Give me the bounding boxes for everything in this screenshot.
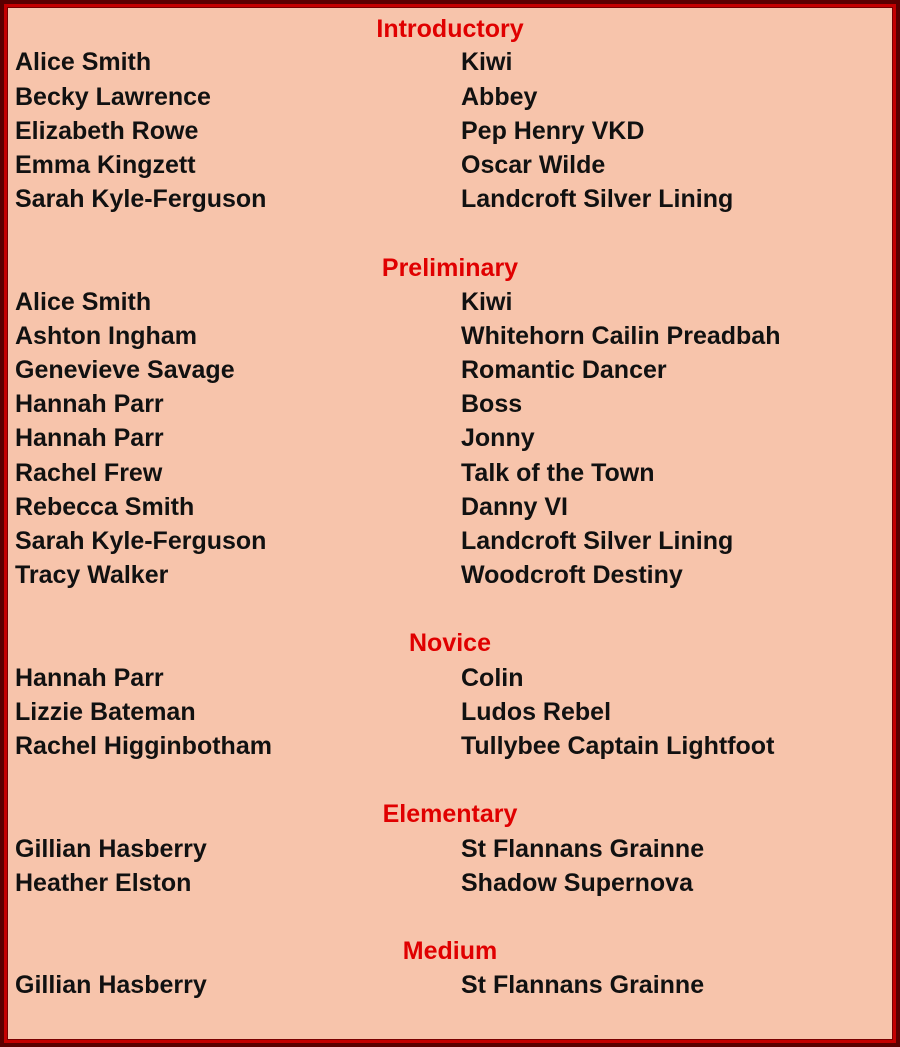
rider-name: Gillian Hasberry (15, 971, 207, 999)
list-item (8, 285, 892, 319)
horse-name: Whitehorn Cailin Preadbah (461, 322, 781, 350)
list-item (8, 182, 892, 216)
horse-name: Danny VI (461, 493, 568, 521)
horse-name: Kiwi (461, 288, 513, 316)
rider-name: Gillian Hasberry (15, 835, 207, 863)
frame-border (4, 4, 896, 1043)
rider-name: Alice Smith (15, 288, 152, 316)
rider-name: Emma Kingzett (15, 151, 196, 179)
list-item (8, 866, 892, 900)
horse-name: St Flannans Grainne (461, 835, 705, 863)
rider-name: Becky Lawrence (15, 83, 211, 111)
rider-name: Ashton Ingham (15, 322, 197, 350)
list-item (8, 387, 892, 421)
rider-name: Elizabeth Rowe (15, 117, 199, 145)
section-title-medium: Medium (402, 937, 498, 965)
list-item (8, 832, 892, 866)
rider-name: Hannah Parr (15, 664, 164, 692)
horse-name: Ludos Rebel (461, 698, 612, 726)
list-item (8, 148, 892, 182)
horse-name: Kiwi (461, 48, 513, 76)
list-item (8, 661, 892, 695)
horse-name: Landcroft Silver Lining (461, 527, 734, 555)
rider-name: Hannah Parr (15, 390, 164, 418)
horse-name: Abbey (461, 83, 538, 111)
horse-name: Romantic Dancer (461, 356, 667, 384)
horse-name: Tullybee Captain Lightfoot (461, 732, 775, 760)
rider-name: Tracy Walker (15, 561, 169, 589)
section-title-elementary: Elementary (382, 800, 518, 828)
rider-name: Hannah Parr (15, 424, 164, 452)
horse-name: Talk of the Town (461, 459, 655, 487)
list-item (8, 456, 892, 490)
rider-name: Genevieve Savage (15, 356, 235, 384)
list-item (8, 524, 892, 558)
horse-name: Shadow Supernova (461, 869, 693, 897)
entries-panel (7, 7, 893, 1040)
rider-name: Heather Elston (15, 869, 192, 897)
horse-name: Oscar Wilde (461, 151, 606, 179)
rider-name: Alice Smith (15, 48, 152, 76)
rider-name: Rebecca Smith (15, 493, 195, 521)
horse-name: Boss (461, 390, 523, 418)
horse-name: Landcroft Silver Lining (461, 185, 734, 213)
list-item (8, 319, 892, 353)
rider-name: Rachel Higginbotham (15, 732, 272, 760)
list-item (8, 114, 892, 148)
rider-name: Sarah Kyle-Ferguson (15, 185, 267, 213)
rider-name: Sarah Kyle-Ferguson (15, 527, 267, 555)
horse-name: Jonny (461, 424, 535, 452)
rider-name: Lizzie Bateman (15, 698, 196, 726)
list-item (8, 45, 892, 79)
list-item (8, 80, 892, 114)
horse-name: Pep Henry VKD (461, 117, 645, 145)
list-item (8, 353, 892, 387)
list-item (8, 421, 892, 455)
list-item (8, 695, 892, 729)
section-title-novice: Novice (409, 629, 491, 657)
list-item (8, 558, 892, 592)
section-title-preliminary: Preliminary (381, 254, 519, 282)
horse-name: Woodcroft Destiny (461, 561, 683, 589)
rider-name: Rachel Frew (15, 459, 163, 487)
horse-name: Colin (461, 664, 524, 692)
list-item (8, 968, 892, 1002)
section-title-introductory: Introductory (376, 15, 524, 43)
list-item (8, 729, 892, 763)
list-item (8, 490, 892, 524)
horse-name: St Flannans Grainne (461, 971, 705, 999)
